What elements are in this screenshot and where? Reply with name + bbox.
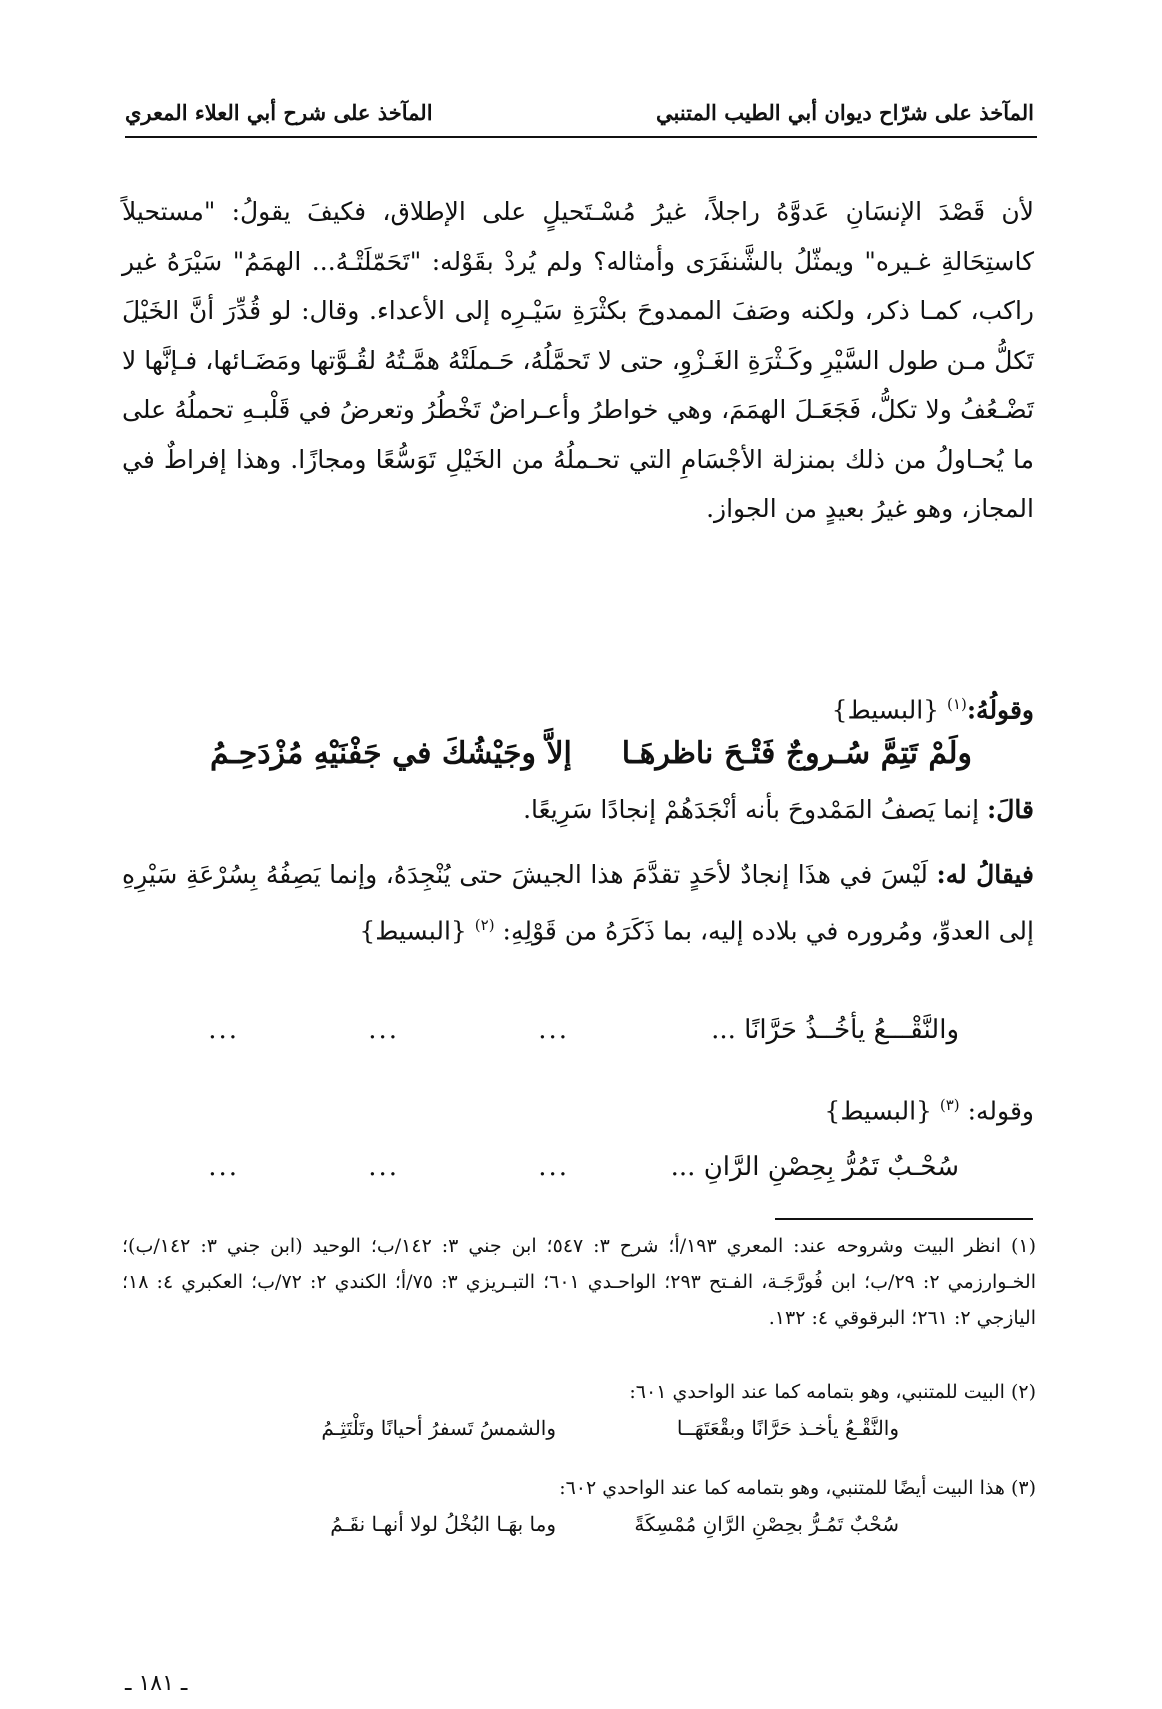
verse-second-hemistich: إلاَّ وجَيْشُكَ في جَفْنَيْهِ مُزْدَحِـمُ: [210, 736, 572, 771]
ellipsis: ...: [538, 1015, 569, 1045]
footnote-1-number: (١): [1010, 1235, 1036, 1257]
ellipsis: ...: [208, 1015, 239, 1045]
footnote-rule: [775, 1218, 1033, 1220]
ellipsis: ...: [368, 1015, 399, 1045]
ellipsis: ...: [538, 1152, 569, 1182]
footnote-ref-2: (٢): [474, 916, 495, 934]
footnote-2-verse-first: والنَّقْـعُ يأخـذ حَرَّانًا وبقْعَتَهَــا: [676, 1416, 899, 1440]
cited-verse-2: [150, 1147, 959, 1187]
footnote-ref-3: (٣): [939, 1096, 960, 1114]
meter-label-3: {البسيط}: [824, 1096, 932, 1126]
footnote-3-verse-first: سُحْبٌ تَمُـرُّ بحِصْنِ الرَّانِ مُمْسِكَةً: [634, 1512, 899, 1536]
running-header-book-title: المآخذ على شرّاح ديوان أبي الطيب المتنبي: [656, 100, 1034, 125]
running-header-chapter-title: المآخذ على شرح أبي العلاء المعري: [125, 100, 433, 125]
verse-couplet: [150, 730, 1012, 778]
meter-label: {البسيط}: [831, 695, 940, 725]
footnote-3-text: هذا البيت أيضًا للمتنبي، وهو بتمامه كما عند الواحدي ٦٠٢:: [559, 1477, 1005, 1499]
cited-verse-1-text: والنَّقْـــعُ يأخُــذُ حَرَّانًا ...: [711, 1015, 959, 1045]
verse-intro: [832, 684, 1034, 730]
footnote-3-number: (٣): [1010, 1477, 1036, 1499]
footnote-2-verse-second: والشمسُ تَسفرُ أحيانًا وتَلْتَثِـمُ: [321, 1416, 556, 1440]
header-rule: [125, 136, 1037, 138]
footnote-3-verse-second: وما بهَـا البُخْلُ لولا أنهـا نقَـمُ: [330, 1512, 556, 1536]
commentary-qala: [523, 788, 1034, 832]
body-paragraph: لأن قَصْدَ الإنسَانِ عَدوَّهُ راجلاً، غيرُ مُسْـتَحيلٍ على الإطلاق، فكيفَ يقولُ: "مستحيلاً كاستِحَالةِ غـيره" ويمثّلُ بالشَّنفَرَى وأمثاله؟ ولم يُردْ بقَوْله: "تَحَمّلَتْـهُ... الهمَمُ" سَيْرَهُ غير راكب، كمـا ذكر، ولكنه وصَفَ الممدوحَ بكثْرَةِ سَيْـرِه إلى الأعداء. وقال: لو قُدِّرَ أنَّ الخَيْلَ تَكلُّ مـن طول السَّيْرِ وكَـثْرَةِ الغَـزْوِ، حتى لا تَحمَّلُهُ، حَـملَتْهُ همَّـتُهُ لقُـوَّتها ومَضَـائها، فـإنَّها لا تَضْـعُفُ ولا تكلُّ، فَجَعَـلَ الهمَمَ، وهي خواطرُ وأعـراضٌ تَخْطُرُ وتعرضُ في قَلْبـهِ تحملُهُ على ما يُحـاولُ من ذلك بمنزلة الأجْسَامِ التي تحـملُهُ من الخَيْلِ تَوَسُّعًا ومجازًا. وهذا إفراطٌ في المجاز، وهو غيرُ بعيدٍ من الجواز.: [122, 197, 1034, 523]
ellipsis: ...: [368, 1152, 399, 1182]
footnote-1-text: انظر البيت وشروحه عند: المعري ١٩٣/أ؛ شرح ٣: ٥٤٧؛ ابن جني ٣: ١٤٢/ب؛ الوحيد (ابن جني ٣: ١٤٢/ب)؛ الخـوارزمي ٢: ٢٩/ب؛ ابن فُورَّجَـة، الفـتح ٢٩٣؛ الواحـدي ٦٠١؛ التبـريزي ٣: ٧٥/أ؛ الكندي ٢: ٧٢/ب؛ العكبري ٤: ١٨؛ اليازجي ٢: ٢٦١؛ البرقوقي ٤: ١٣٢.: [122, 1235, 1036, 1329]
footnote-ref-1: (١): [947, 695, 967, 713]
verse-first-hemistich: ولَمْ تَتِمَّ سُـروجٌ فَتْـحَ ناظرهَـا: [621, 736, 972, 771]
rebuttal-paragraph: [122, 850, 1034, 956]
rebuttal-lead: فيقالُ له:: [936, 860, 1035, 889]
verse-intro-lead: وقولُهُ:: [966, 695, 1034, 725]
page-number: ـ ١٨١ ـ: [125, 1671, 188, 1696]
verse-intro-3: [824, 1085, 1034, 1131]
cited-verse-1: [150, 1010, 959, 1050]
footnote-2: [122, 1374, 1036, 1410]
ellipsis: ...: [208, 1152, 239, 1182]
qala-lead: قالَ:: [987, 795, 1034, 824]
footnote-2-text: البيت للمتنبي، وهو بتمامه كما عند الواحدي ٦٠١:: [629, 1381, 1005, 1403]
footnote-1: [122, 1228, 1036, 1336]
qala-text: إنما يَصفُ المَمْدوحَ بأنه أنْجَدَهُمْ إنجادًا سَرِيعًا.: [523, 795, 980, 824]
cited-verse-2-text: سُحْـبٌ تَمُرُّ بِحِصْنِ الرَّانِ ...: [670, 1152, 959, 1182]
footnote-2-number: (٢): [1010, 1381, 1036, 1403]
footnote-3: [122, 1470, 1036, 1506]
rebuttal-text: لَيْسَ في هذَا إنجادٌ لأحَدٍ تقدَّمَ هذا الجيشَ حتى يُنْجِدَهُ، وإنما يَصِفُهُ بِسُرْعَةِ سَيْرِهِ إلى العدوِّ، ومُروره في بلاده إليه، بما ذَكَرَهُ من قَوْلِهِ:: [122, 860, 1034, 946]
rebuttal-meter: {البسيط}: [359, 916, 467, 946]
verse-intro-3-lead: وقوله:: [967, 1096, 1034, 1126]
